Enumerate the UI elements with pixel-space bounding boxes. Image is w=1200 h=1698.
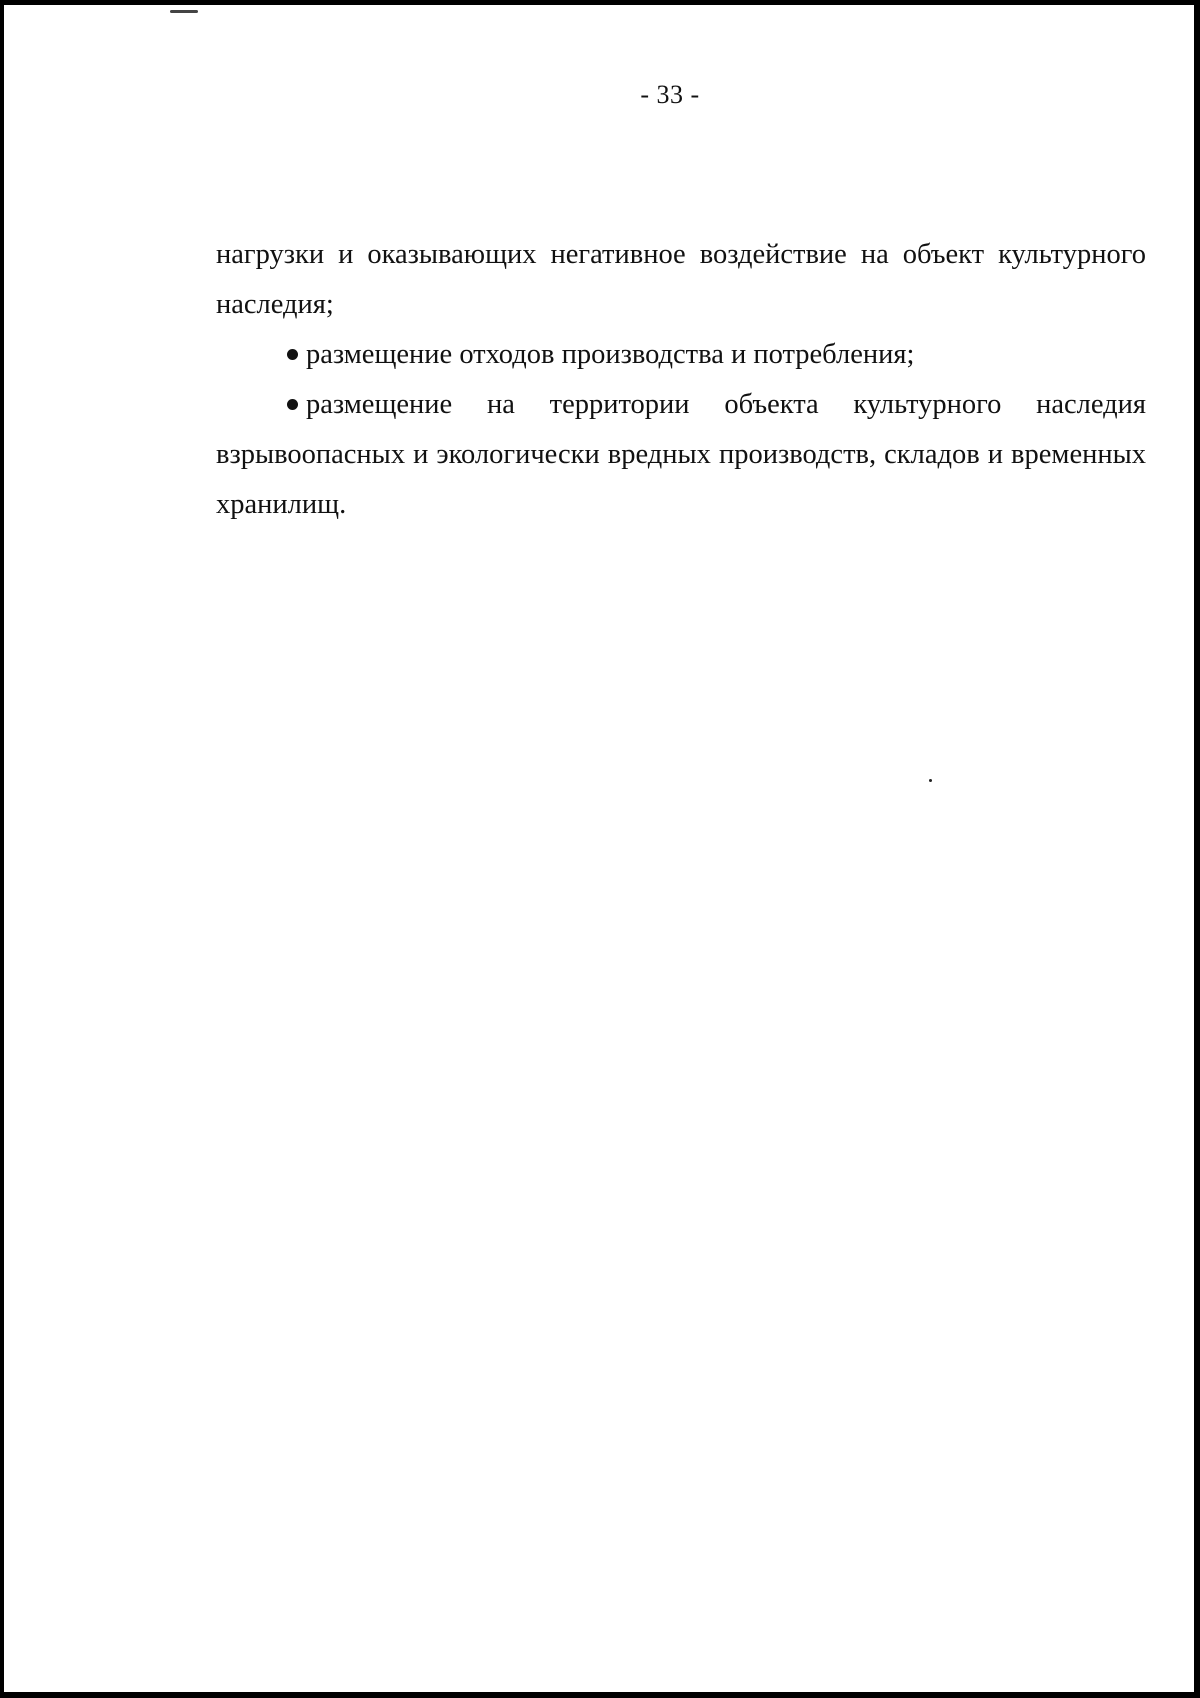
paragraph-line: хранилищ. xyxy=(216,489,347,520)
bullet-icon xyxy=(287,399,298,410)
scan-mark xyxy=(170,10,198,13)
list-item xyxy=(216,330,1146,380)
list-item xyxy=(216,380,1146,530)
list-item-text: размещение отходов производства и потребления; xyxy=(306,339,915,370)
list-item-text: размещение на территории объекта культурного наследия xyxy=(306,389,1146,420)
page-number: - 33 - xyxy=(640,80,700,109)
continuation-paragraph xyxy=(216,230,1146,330)
document-body xyxy=(216,230,1146,530)
paragraph-line: нагрузки и оказывающих негативное воздействие на объект культурного xyxy=(216,239,1146,270)
bullet-icon xyxy=(287,349,298,360)
paragraph-line: наследия; xyxy=(216,289,334,320)
paragraph-line: взрывоопасных и экологически вредных производств, складов и временных xyxy=(216,439,1146,470)
scan-speck xyxy=(929,779,932,782)
